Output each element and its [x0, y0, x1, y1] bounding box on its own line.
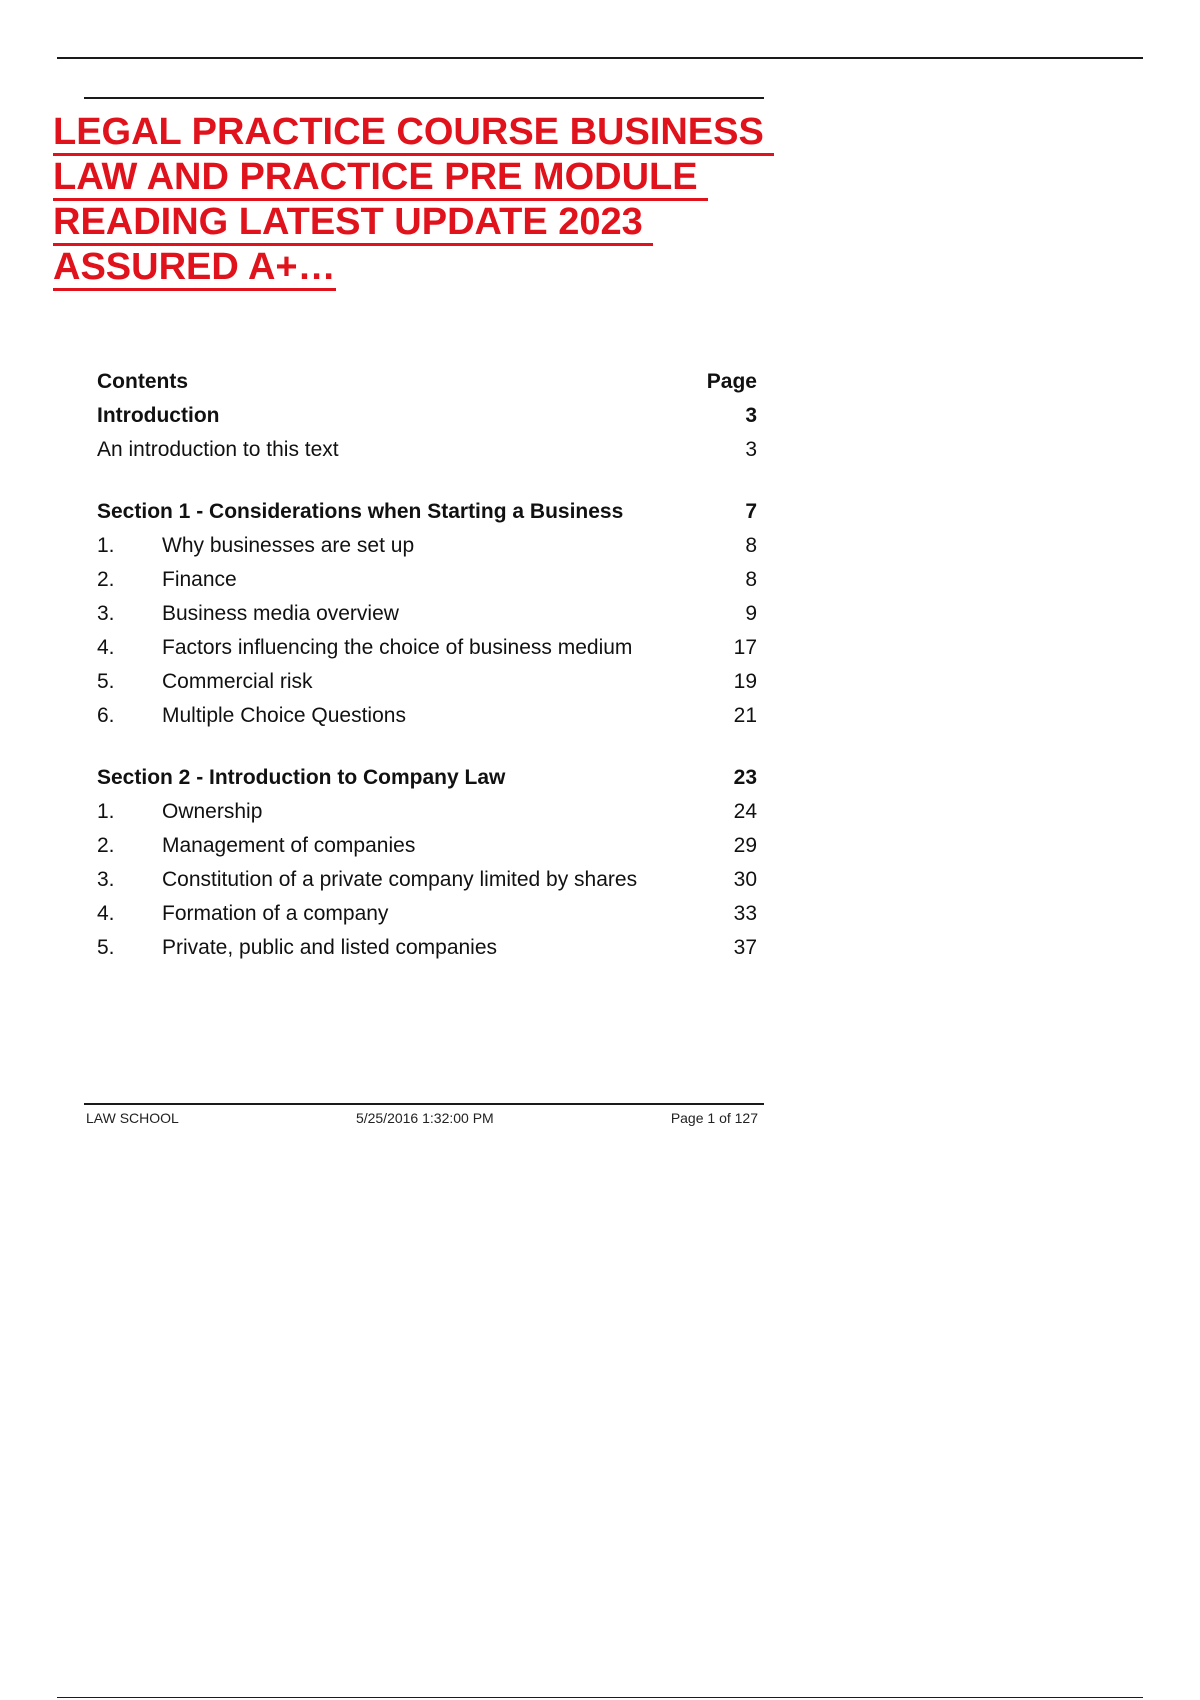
toc-page-number: 8	[745, 568, 757, 591]
toc-entry-label: Commercial risk	[162, 670, 313, 693]
footer-page-number: Page 1 of 127	[670, 1110, 758, 1126]
toc-entry-number: 4.	[97, 636, 115, 659]
toc-header-row	[97, 365, 757, 399]
toc-entry-number: 1.	[97, 534, 115, 557]
page-footer	[86, 1110, 758, 1126]
toc-page-number: 8	[745, 534, 757, 557]
title-line: ASSURED A+…	[53, 246, 336, 291]
toc-page-label: Page	[706, 370, 757, 393]
toc-entry-number: 3.	[97, 602, 115, 625]
toc-page-number: 29	[733, 834, 757, 857]
toc-entry-label: Multiple Choice Questions	[162, 704, 406, 727]
toc-entry-label: Private, public and listed companies	[162, 936, 498, 959]
toc-entry-number: 5.	[97, 670, 115, 693]
toc-page-number: 30	[733, 868, 757, 891]
footer-timestamp: 5/25/2016 1:32:00 PM	[355, 1110, 494, 1126]
toc-entry-label: An introduction to this text	[97, 438, 339, 461]
toc-page-number: 33	[733, 902, 757, 925]
toc-entry	[97, 563, 757, 597]
toc-heading-label: Introduction	[97, 404, 220, 427]
toc-page-number: 17	[733, 636, 757, 659]
footer-organization: LAW SCHOOL	[86, 1110, 179, 1126]
toc-entry-number: 1.	[97, 800, 115, 823]
title-line: LAW AND PRACTICE PRE MODULE	[53, 156, 708, 201]
toc-entry-label: Constitution of a private company limited by shares	[162, 868, 638, 891]
toc-entry	[97, 863, 757, 897]
toc-entry	[97, 795, 757, 829]
toc-entry-label: Factors influencing the choice of business medium	[162, 636, 633, 659]
toc-page-number: 23	[733, 766, 757, 789]
toc-entry-number: 2.	[97, 568, 115, 591]
toc-entry-label: Business media overview	[162, 602, 399, 625]
table-of-contents	[97, 365, 757, 965]
toc-entry	[97, 665, 757, 699]
title-line: LEGAL PRACTICE COURSE BUSINESS	[53, 111, 774, 156]
toc-entry	[97, 699, 757, 733]
document-title	[53, 110, 813, 290]
toc-contents-label: Contents	[97, 370, 188, 393]
toc-page-number: 7	[745, 500, 757, 523]
title-line: READING LATEST UPDATE 2023	[53, 201, 653, 246]
toc-section2-heading	[97, 761, 757, 795]
toc-entry-label: Ownership	[162, 800, 263, 823]
toc-entry-number: 5.	[97, 936, 115, 959]
toc-page-number: 21	[733, 704, 757, 727]
toc-intro-heading	[97, 399, 757, 433]
toc-entry-label: Formation of a company	[162, 902, 389, 925]
toc-entry-number: 2.	[97, 834, 115, 857]
toc-entry	[97, 631, 757, 665]
toc-section1-heading	[97, 495, 757, 529]
toc-entry	[97, 931, 757, 965]
toc-entry	[97, 829, 757, 863]
toc-entry-number: 4.	[97, 902, 115, 925]
bottom-border-rule	[57, 1697, 1143, 1698]
footer-rule	[84, 1103, 764, 1105]
toc-heading-label: Section 1 - Considerations when Starting a Business	[97, 500, 624, 523]
toc-entry-label: Management of companies	[162, 834, 416, 857]
toc-entry	[97, 433, 757, 467]
top-border-rule	[57, 57, 1143, 59]
toc-heading-label: Section 2 - Introduction to Company Law	[97, 766, 506, 789]
toc-entry-label: Why businesses are set up	[162, 534, 415, 557]
toc-entry-label: Finance	[162, 568, 237, 591]
toc-entry-number: 3.	[97, 868, 115, 891]
toc-page-number: 24	[733, 800, 757, 823]
toc-page-number: 3	[745, 438, 757, 461]
toc-page-number: 9	[745, 602, 757, 625]
toc-entry	[97, 897, 757, 931]
toc-entry	[97, 529, 757, 563]
toc-page-number: 3	[745, 404, 757, 427]
toc-page-number: 37	[733, 936, 757, 959]
toc-entry	[97, 597, 757, 631]
toc-entry-number: 6.	[97, 704, 115, 727]
toc-page-number: 19	[733, 670, 757, 693]
header-rule	[84, 97, 764, 99]
